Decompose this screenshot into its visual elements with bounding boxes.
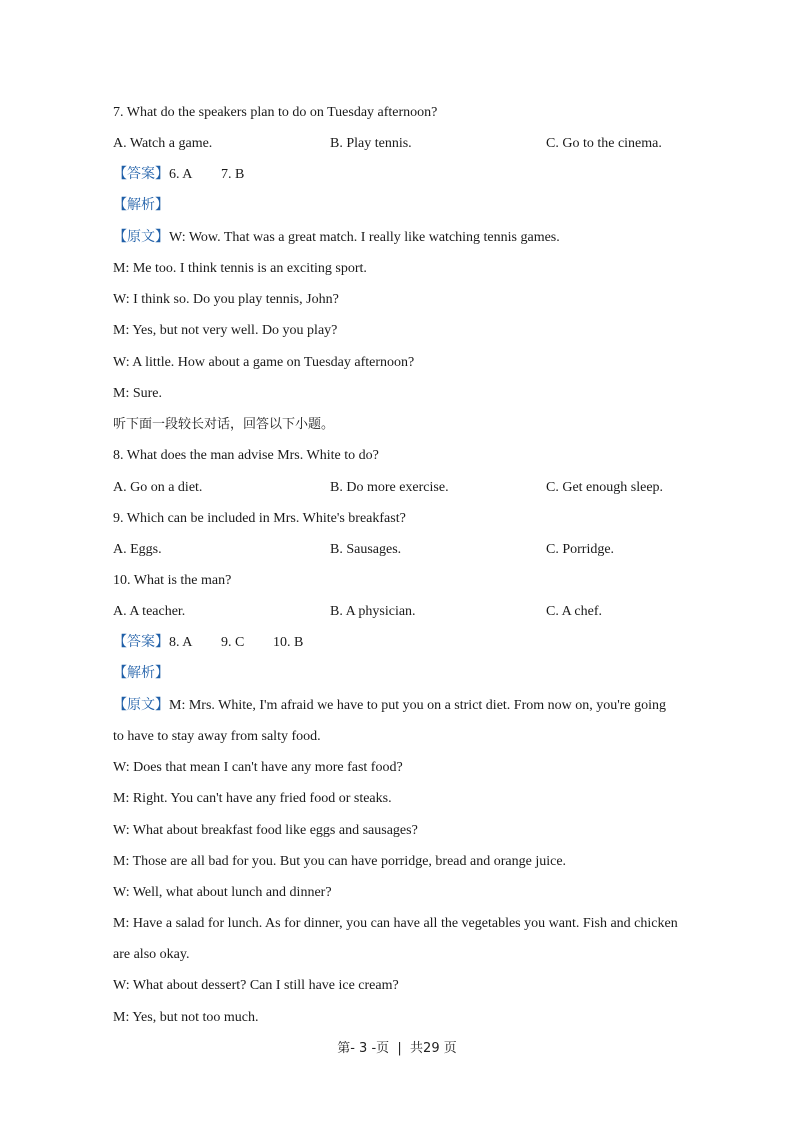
answer-line-1	[113, 166, 244, 184]
q10-option-a: A. A teacher.	[113, 604, 186, 619]
transcript-text: W: Wow. That was a great match. I really like watching tennis games.	[169, 230, 560, 245]
transcript-line: M: Right. You can't have any fried food or steaks.	[113, 791, 392, 806]
analysis-tag: 【解析】	[113, 198, 169, 213]
transcript-line: W: What about dessert? Can I still have ice cream?	[113, 978, 399, 993]
transcript-tag: 【原文】	[113, 230, 169, 245]
transcript-line: M: Yes, but not very well. Do you play?	[113, 323, 338, 338]
question-10: 10. What is the man?	[113, 573, 232, 588]
transcript-first-line	[113, 229, 560, 247]
answer-item: 8. A	[169, 635, 193, 650]
transcript-line: to have to stay away from salty food.	[113, 729, 321, 744]
question-8: 8. What does the man advise Mrs. White to do?	[113, 448, 379, 463]
page-footer: 第- 3 -页 | 共29 页	[337, 1041, 457, 1056]
answer-tag: 【答案】	[113, 167, 169, 182]
q7-option-a: A. Watch a game.	[113, 136, 213, 151]
q9-option-c: C. Porridge.	[546, 542, 615, 557]
q10-option-c: C. A chef.	[546, 604, 602, 619]
transcript-line: W: A little. How about a game on Tuesday afternoon?	[113, 355, 415, 370]
transcript-line: W: I think so. Do you play tennis, John?	[113, 292, 339, 307]
transcript-line: M: Yes, but not too much.	[113, 1010, 259, 1025]
q7-option-c: C. Go to the cinema.	[546, 136, 662, 151]
q7-option-b: B. Play tennis.	[330, 136, 412, 151]
transcript-line: are also okay.	[113, 947, 190, 962]
section-instruction: 听下面一段较长对话，回答以下小题。	[113, 417, 335, 432]
q9-option-b: B. Sausages.	[330, 542, 402, 557]
transcript-line: W: Well, what about lunch and dinner?	[113, 885, 332, 900]
question-7: 7. What do the speakers plan to do on Tuesday afternoon?	[113, 105, 438, 120]
answer-item: 7. B	[221, 167, 245, 182]
answer-item: 6. A	[169, 167, 193, 182]
transcript-line: W: What about breakfast food like eggs and sausages?	[113, 823, 418, 838]
q10-option-b: B. A physician.	[330, 604, 416, 619]
transcript-tag: 【原文】	[113, 698, 169, 713]
transcript-line: M: Sure.	[113, 386, 162, 401]
q8-option-a: A. Go on a diet.	[113, 480, 203, 495]
transcript-line: M: Have a salad for lunch. As for dinner, you can have all the vegetables you want. Fish and chicken	[113, 916, 678, 931]
answer-line-2	[113, 634, 303, 652]
transcript-text: M: Mrs. White, I'm afraid we have to put you on a strict diet. From now on, you're going	[169, 698, 667, 713]
analysis-tag: 【解析】	[113, 666, 169, 681]
transcript-line: M: Me too. I think tennis is an exciting sport.	[113, 261, 367, 276]
q8-option-b: B. Do more exercise.	[330, 480, 449, 495]
q9-option-a: A. Eggs.	[113, 542, 162, 557]
answer-item: 9. C	[221, 635, 245, 650]
answer-item: 10. B	[273, 635, 304, 650]
question-9: 9. Which can be included in Mrs. White's breakfast?	[113, 511, 406, 526]
q8-option-c: C. Get enough sleep.	[546, 480, 664, 495]
answer-tag: 【答案】	[113, 635, 169, 650]
transcript-first-line	[113, 697, 666, 715]
transcript-line: M: Those are all bad for you. But you can have porridge, bread and orange juice.	[113, 854, 567, 869]
transcript-line: W: Does that mean I can't have any more fast food?	[113, 760, 403, 775]
